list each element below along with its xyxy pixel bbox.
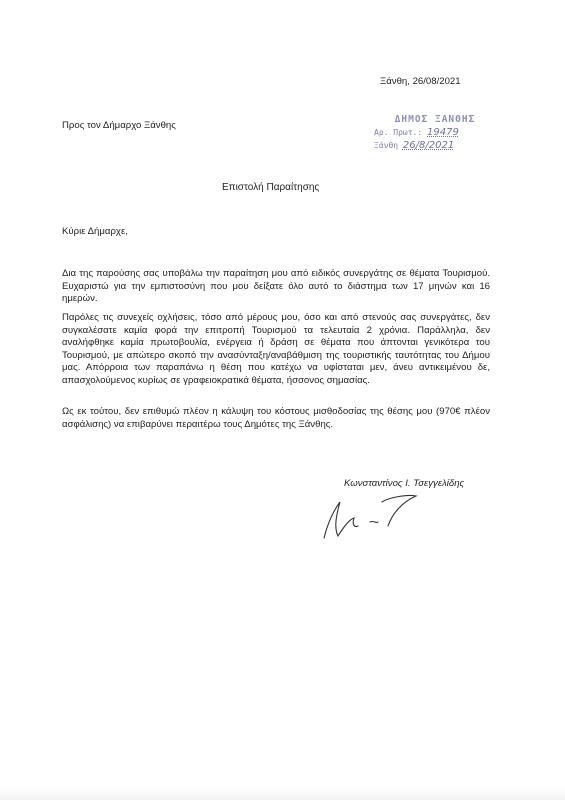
stamp-date-label: Ξάνθη — [374, 141, 399, 150]
stamp-protocol-label: Αρ. Πρωτ.: — [374, 128, 423, 137]
stamp-protocol-number: 19479 — [427, 127, 459, 138]
stamp-protocol-line — [374, 127, 459, 138]
paragraph-3: Ως εκ τούτου, δεν επιθυμώ πλέον η κάλυψη του κόστους μισθοδοσίας της θέσης μου (970€ πλέον ασφάλισης) να επιβαρύνει περαιτέρω τους Δημότες της Ξάνθης. — [62, 406, 490, 430]
stamp-date-value: 26/8/2021 — [402, 140, 455, 151]
signer-name: Κωνσταντίνος Ι. Τσεγγελίδης — [344, 478, 465, 489]
salutation: Κύριε Δήμαρχε, — [62, 226, 128, 237]
paragraph-2: Παρόλες τις συνεχείς οχλήσεις, τόσο από μέρους μου, όσο και από στενούς σας συνεργάτες, δεν συγκαλέσατε καμία φορά την επιτροπή Τουρισμού τα τελευταία 2 χρόνια. Παράλληλα, δεν αναλήφθηκε καμία πρωτοβουλία, ενέργεια ή δράση σε θέματα που άπτονται γενικότερα του Τουρισμού, με απώτερο σκοπό την ανασύνταξη/αναβάθμιση της τουριστικής ταυτότητας του Δήμου μας. Απόρροια των παραπάνω η θέση που κατέχω να υφίσταται μεν, άνευ αντικειμένου δε, απασχολούμενος κυρίως σε γραφειοκρατικά θέματα, ήσσονος σημασίας. — [62, 312, 490, 386]
stamp-header: ΔΗΜΟΣ ΞΑΝΘΗΣ — [394, 114, 476, 125]
letter-subject: Επιστολή Παραίτησης — [222, 182, 320, 193]
handwritten-signature — [318, 492, 428, 542]
scan-edge-shadow — [0, 786, 565, 800]
place-date: Ξάνθη, 26/08/2021 — [380, 76, 461, 87]
protocol-stamp — [372, 114, 498, 154]
stamp-date-line — [374, 140, 454, 151]
recipient-line: Προς τον Δήμαρχο Ξάνθης — [62, 120, 176, 131]
paragraph-1: Δια της παρούσης σας υποβάλω την παραίτηση μου από ειδικός συνεργάτης σε θέματα Τουρισμού. Ευχαριστώ για την εμπιστοσύνη που μου δείξατε όλο αυτό το διάστημα των 17 μηνών και 16 ημερών. — [62, 268, 490, 304]
